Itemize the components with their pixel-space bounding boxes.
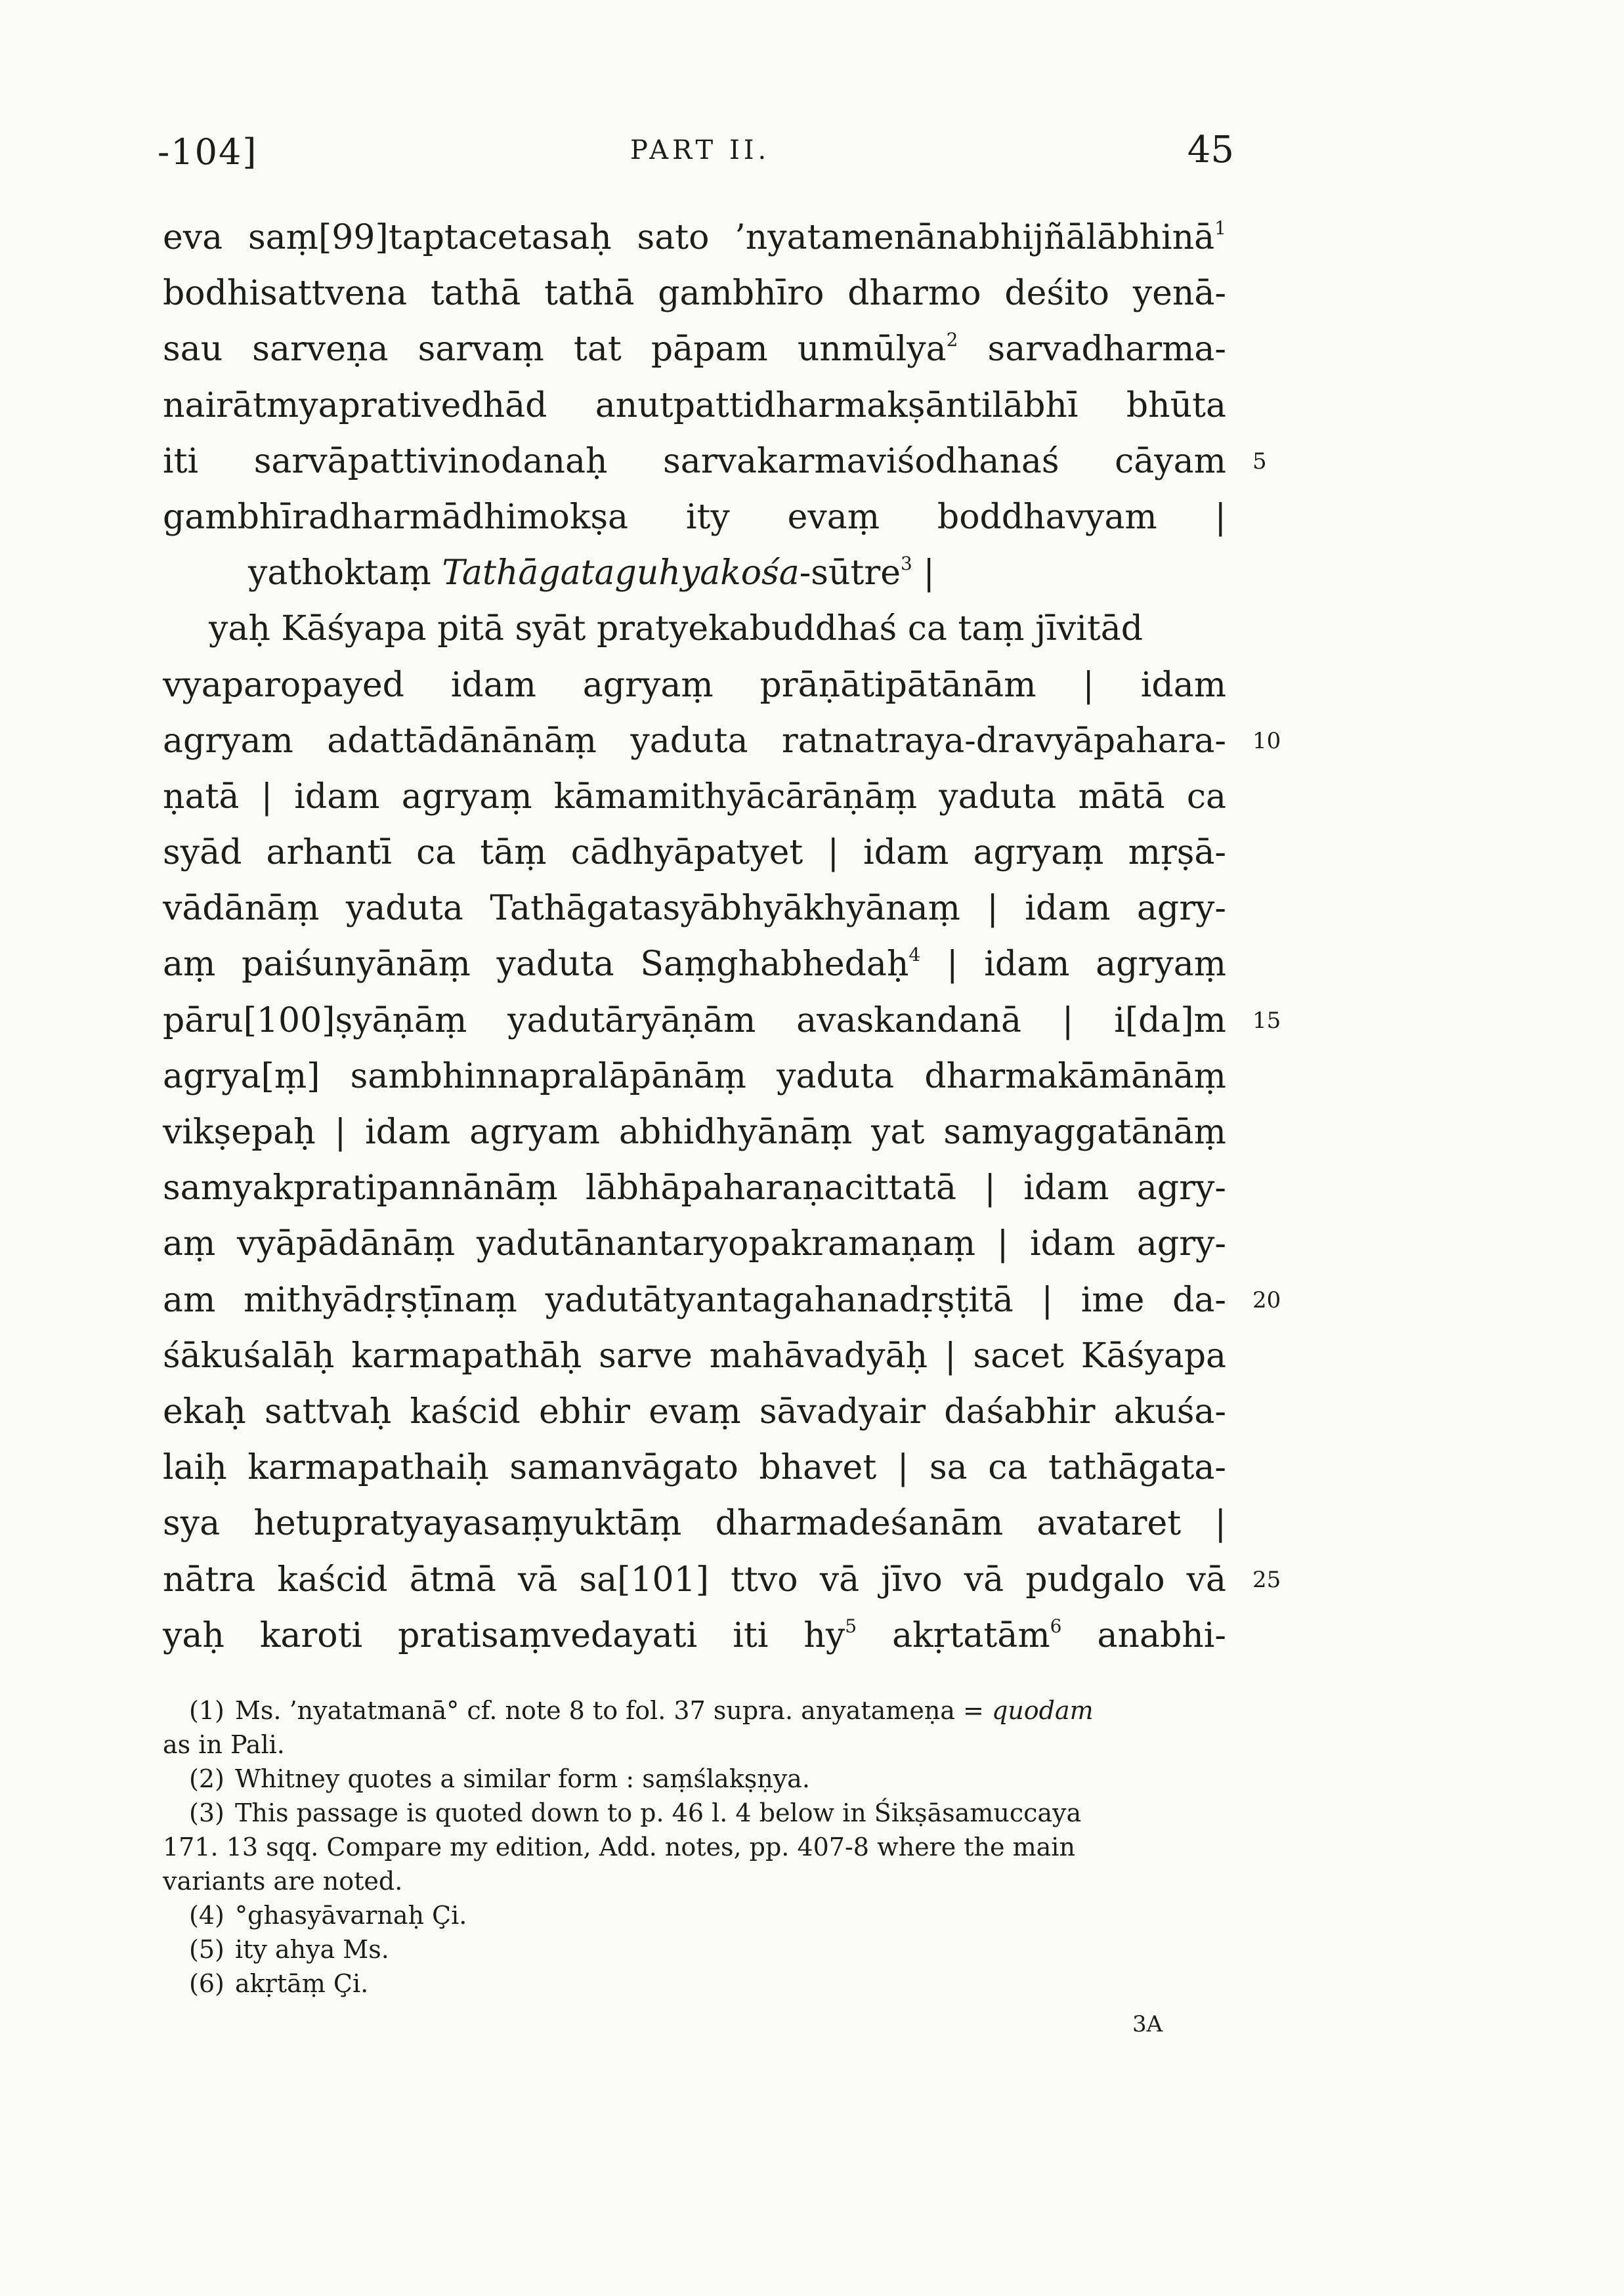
text-line-content (163, 889, 1226, 928)
text-line-content (163, 442, 1226, 481)
text-line (163, 937, 1226, 992)
text-segment: ekaḥ sattvaḥ kaścid ebhir evaṃ sāvadyair daśabhir akuśa- (163, 1392, 1226, 1432)
text-line (163, 713, 1281, 769)
footnote-ref: 3 (900, 553, 912, 575)
text-line-content (163, 1448, 1226, 1487)
footnote-italic: quodam (991, 1696, 1094, 1725)
text-line-content (163, 1392, 1226, 1432)
footnote-text: ity ahya Ms. (235, 1935, 389, 1964)
text-segment: aṃ vyāpādānāṃ yadutānantaryopakramaṇaṃ | idam agry- (163, 1224, 1226, 1264)
footnote-label: (4) (189, 1901, 224, 1930)
text-line (163, 1216, 1226, 1272)
footnote-text: °ghasyāvarnaḥ Çi. (235, 1901, 467, 1930)
text-line-content (163, 1001, 1226, 1040)
text-segment: sarvadharma- (958, 330, 1226, 370)
footnote (163, 1693, 1226, 1762)
running-head (158, 131, 1234, 184)
footnote-label: (3) (189, 1798, 224, 1827)
footnote-label: (1) (189, 1696, 224, 1725)
footnote-label: (5) (189, 1935, 224, 1964)
line-number: 15 (1252, 1007, 1281, 1034)
line-number: 5 (1252, 448, 1267, 475)
footnote-label: (2) (189, 1764, 224, 1793)
footnote (163, 1966, 1226, 2001)
text-segment: sau sarveṇa sarvaṃ tat pāpam unmūlya (163, 330, 947, 370)
text-segment: bodhisattvena tathā tathā gambhīro dharmo deśito yenā- (163, 274, 1226, 314)
footnote-text: Whitney quotes a similar form : saṃślakṣṇya. (235, 1764, 810, 1793)
text-line (163, 1440, 1226, 1496)
footnote-text: Ms. ’nyatatmanā° cf. note 8 to fol. 37 supra. anyatameṇa = (235, 1696, 984, 1725)
text-segment: ṇatā | idam agryaṃ kāmamithyācārāṇāṃ yaduta mātā ca (163, 776, 1226, 817)
signature-mark: 3A (1132, 2011, 1163, 2037)
text-line (163, 1329, 1226, 1384)
text-line-content (163, 777, 1226, 817)
text-segment: agrya[ṃ] sambhinnapralāpānāṃ yaduta dharmakāmānāṃ (163, 1056, 1226, 1096)
footnote-continuation: 171. 13 sqq. Compare my edition, Add. notes, pp. 407-8 where the main (163, 1833, 1075, 1861)
text-line-content (163, 666, 1226, 705)
text-line-content (163, 1504, 1226, 1543)
text-segment: syād arhantī ca tāṃ cādhyāpatyet | idam agryaṃ mṛṣā- (163, 833, 1226, 873)
text-line (163, 881, 1226, 937)
main-text (163, 210, 1281, 1664)
text-line (163, 1384, 1226, 1440)
text-line (163, 1049, 1226, 1105)
text-segment: vyaparopayed idam agryaṃ prāṇātipātānām | idam (163, 665, 1226, 705)
text-line-content (163, 1113, 1226, 1152)
text-segment: nairātmyaprativedhād anutpattidharmakṣāntilābhī bhūta (163, 385, 1226, 425)
text-line-content (163, 274, 1226, 313)
text-line (163, 490, 1226, 545)
footnote-label: (6) (189, 1969, 224, 1998)
text-segment: vikṣepaḥ | idam agryam abhidhyānāṃ yat samyaggatānāṃ (163, 1113, 1226, 1152)
footnote-ref: 2 (946, 329, 958, 351)
footnote-ref: 5 (845, 1615, 857, 1637)
edge-mark (1335, 4, 1375, 8)
text-segment: yaḥ Kāśyapa pitā syāt pratyekabuddhaś ca taṃ jīvitād (209, 609, 1143, 649)
part-title: PART II. (630, 135, 771, 165)
line-number: 20 (1252, 1286, 1281, 1313)
footnotes (163, 1693, 1226, 2001)
footnote-ref: 4 (908, 944, 921, 966)
text-segment: yaḥ karoti pratisaṃvedayati iti hy (163, 1615, 845, 1655)
text-line-content (163, 721, 1226, 761)
text-line (163, 658, 1226, 713)
text-line (163, 1552, 1281, 1608)
footnote (163, 1932, 1226, 1966)
line-number: 25 (1252, 1566, 1281, 1593)
text-line-content (163, 1336, 1226, 1376)
text-segment: iti sarvāpattivinodanaḥ sarvakarmaviśodhanaś cāyam (163, 441, 1226, 481)
text-segment: pāru[100]ṣyāṇāṃ yadutāryāṇām avaskandanā | i[da]m (163, 1000, 1226, 1040)
text-line-content (163, 498, 1226, 537)
text-segment: sya hetupratyayasaṃyuktāṃ dharmadeśanām avataret | (163, 1504, 1226, 1544)
text-line (163, 769, 1226, 825)
footnote-continuation: as in Pali. (163, 1730, 285, 1759)
text-line (163, 825, 1226, 881)
page-number: 45 (1187, 129, 1234, 171)
footnote (163, 1898, 1226, 1932)
text-segment: laiḥ karmapathaiḥ samanvāgato bhavet | sa ca tathāgata- (163, 1448, 1226, 1488)
footnote-text: akṛtāṃ Çi. (235, 1969, 369, 1998)
text-line-content (163, 330, 1226, 369)
text-line (163, 1160, 1226, 1216)
text-line (163, 434, 1267, 490)
text-line (163, 1496, 1226, 1552)
text-line-content (163, 1560, 1226, 1600)
text-segment: yathoktaṃ (248, 553, 442, 593)
text-segment: -sūtre (799, 553, 901, 593)
text-line-content (209, 609, 1143, 648)
text-segment: nātra kaścid ātmā vā sa[101] ttvo vā jīvo vā pudgalo vā (163, 1560, 1226, 1600)
footnote-text: This passage is quoted down to p. 46 l. 4 below in Śikṣāsamuccaya (235, 1798, 1082, 1827)
footnote (163, 1796, 1226, 1898)
text-line-content (163, 833, 1226, 872)
footnote-divider (163, 1670, 1226, 1672)
text-line-content (248, 553, 935, 593)
text-segment: eva saṃ[99]taptacetasaḥ sato ’nyatamenānabhijñālābhinā (163, 218, 1215, 257)
text-segment: am mithyādṛṣṭīnaṃ yadutātyantagahanadṛṣṭitā | ime da- (163, 1280, 1226, 1320)
text-line (163, 210, 1226, 266)
text-line-content (163, 945, 1226, 984)
text-line-content (163, 1281, 1226, 1320)
text-line (163, 1273, 1281, 1329)
text-line-content (163, 1057, 1226, 1096)
text-line (163, 545, 1226, 601)
text-segment: | idam agryaṃ (920, 945, 1227, 985)
text-line (163, 1608, 1226, 1664)
text-segment: śākuśalāḥ karmapathāḥ sarve mahāvadyāḥ | sacet Kāśyapa (163, 1336, 1226, 1376)
text-line (163, 322, 1226, 377)
footnote-ref: 1 (1214, 217, 1226, 239)
text-line-content (163, 1168, 1226, 1208)
text-line-content (163, 386, 1226, 425)
text-segment: akṛtatām (857, 1615, 1050, 1655)
title-italic: Tathāgataguhyakośa (442, 553, 800, 593)
folio-reference: -104] (158, 131, 258, 173)
text-line-content (163, 1224, 1226, 1264)
text-segment: aṃ paiśunyānāṃ yaduta Saṃghabhedaḥ (163, 945, 909, 985)
text-segment: | (912, 553, 935, 593)
text-line (163, 266, 1226, 322)
footnote (163, 1762, 1226, 1796)
footnote-continuation: variants are noted. (163, 1867, 403, 1896)
text-line (163, 601, 1226, 657)
text-line (163, 378, 1226, 434)
text-line (163, 1105, 1226, 1160)
text-segment: anabhi- (1061, 1615, 1226, 1655)
text-segment: gambhīradharmādhimokṣa ity evaṃ boddhavyam | (163, 497, 1226, 537)
footnote-ref: 6 (1050, 1615, 1062, 1637)
line-number: 10 (1252, 727, 1281, 754)
text-line-content (163, 218, 1226, 257)
text-segment: agryam adattādānānāṃ yaduta ratnatraya-dravyāpahara- (163, 721, 1226, 761)
text-segment: vādānāṃ yaduta Tathāgatasyābhyākhyānaṃ | idam agry- (163, 889, 1226, 929)
text-segment: samyakpratipannānāṃ lābhāpaharaṇacittatā | idam agry- (163, 1168, 1226, 1208)
text-line-content (163, 1616, 1226, 1655)
text-line (163, 993, 1281, 1049)
